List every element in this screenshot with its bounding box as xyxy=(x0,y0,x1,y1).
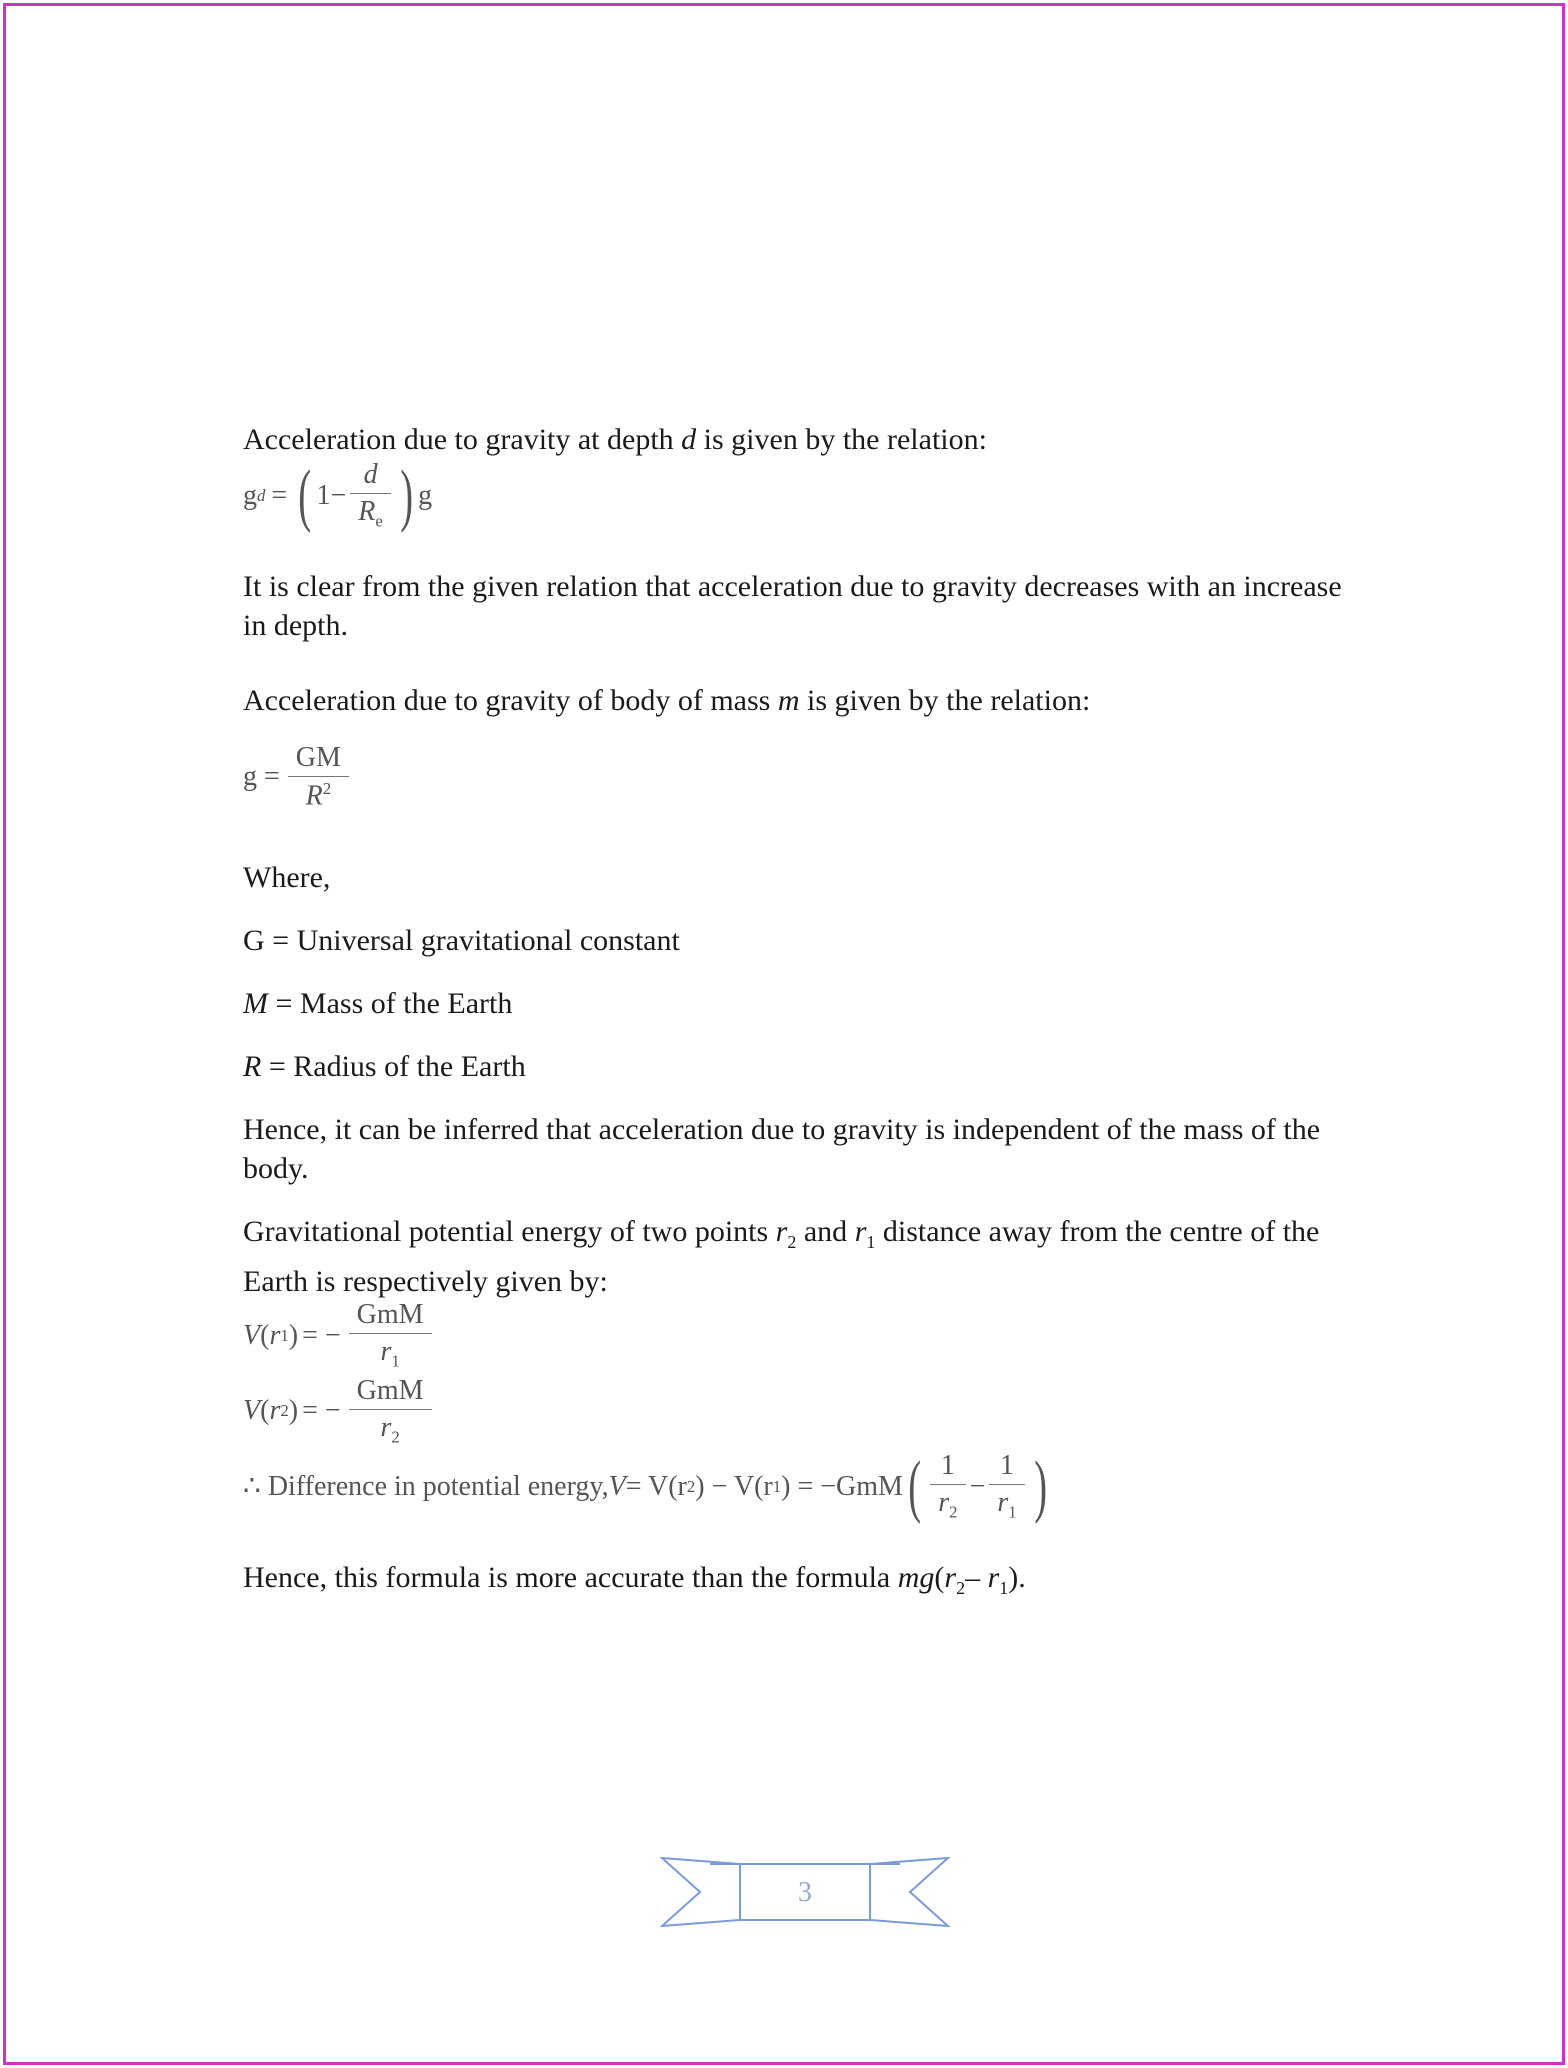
fraction-gmm-over-r1: $\frac{\text{GmM}}{r_1}$ xyxy=(349,1301,432,1370)
document-body xyxy=(243,420,1363,1608)
definition-g: G = Universal gravitational constant xyxy=(243,924,680,958)
definition-r: R = Radius of the Earth xyxy=(243,1050,526,1084)
paragraph-decrease-depth: It is clear from the given relation that acceleration due to gravity decreases with an increase in depth. xyxy=(243,570,1342,642)
paragraph-depth-intro: Acceleration due to gravity at depth d is given by the relation: xyxy=(243,423,987,456)
fraction-gm-over-r2: $\frac{GM}{R^2}$ xyxy=(288,744,349,810)
equation-gravity-depth: g d = ( 1− $\frac{d}{R_e}$ ) g xyxy=(243,457,433,534)
fraction-one-over-r2: $\frac{1}{r_2}$ xyxy=(930,1452,965,1521)
paragraph-independent-mass: Hence, it can be inferred that acceleration due to gravity is independent of the mass of the body. xyxy=(243,1113,1321,1186)
paragraph-conclusion: Hence, this formula is more accurate than the formula $mg(r_2-$ $r_1$). xyxy=(243,1561,1026,1599)
paragraph-mass-intro: Acceleration due to gravity of body of mass m is given by the relation: xyxy=(243,684,1091,717)
right-paren: ) xyxy=(400,457,413,534)
equation-g-gm-r2: g = $\frac{GM}{R^2}$ xyxy=(243,744,1363,810)
paragraph-potential-energy: Gravitational potential energy of two points $r_2$ and $r_1$ distance away from the centre of the Earth is respectively given by: xyxy=(243,1215,1320,1299)
fraction-one-over-r1: $\frac{1}{r_1}$ xyxy=(989,1452,1024,1521)
page-number: 3 xyxy=(798,1876,812,1908)
fraction-d-over-re: $\frac{d}{R_e}$ xyxy=(350,461,391,530)
paragraph-where: Where, xyxy=(243,861,331,895)
equation-difference-potential: ∴ Difference in potential energy, V = V(r 2 ) − V(r 1 ) = −GmM ( $\frac{1}{r_2}$ − $\frac{1}{r_1}$ ) xyxy=(243,1448,1047,1526)
equation-v-r1: V ( r 1 ) = − $\frac{\text{GmM}}{r_1}$ xyxy=(243,1301,1363,1370)
left-paren: ( xyxy=(298,457,312,534)
definition-m: M = Mass of the Earth xyxy=(243,987,513,1021)
fraction-gmm-over-r2: $\frac{\text{GmM}}{r_2}$ xyxy=(349,1377,432,1446)
equation-v-r2: V ( r 2 ) = − $\frac{\text{GmM}}{r_2}$ xyxy=(243,1377,1363,1446)
page-footer xyxy=(660,1850,950,1935)
